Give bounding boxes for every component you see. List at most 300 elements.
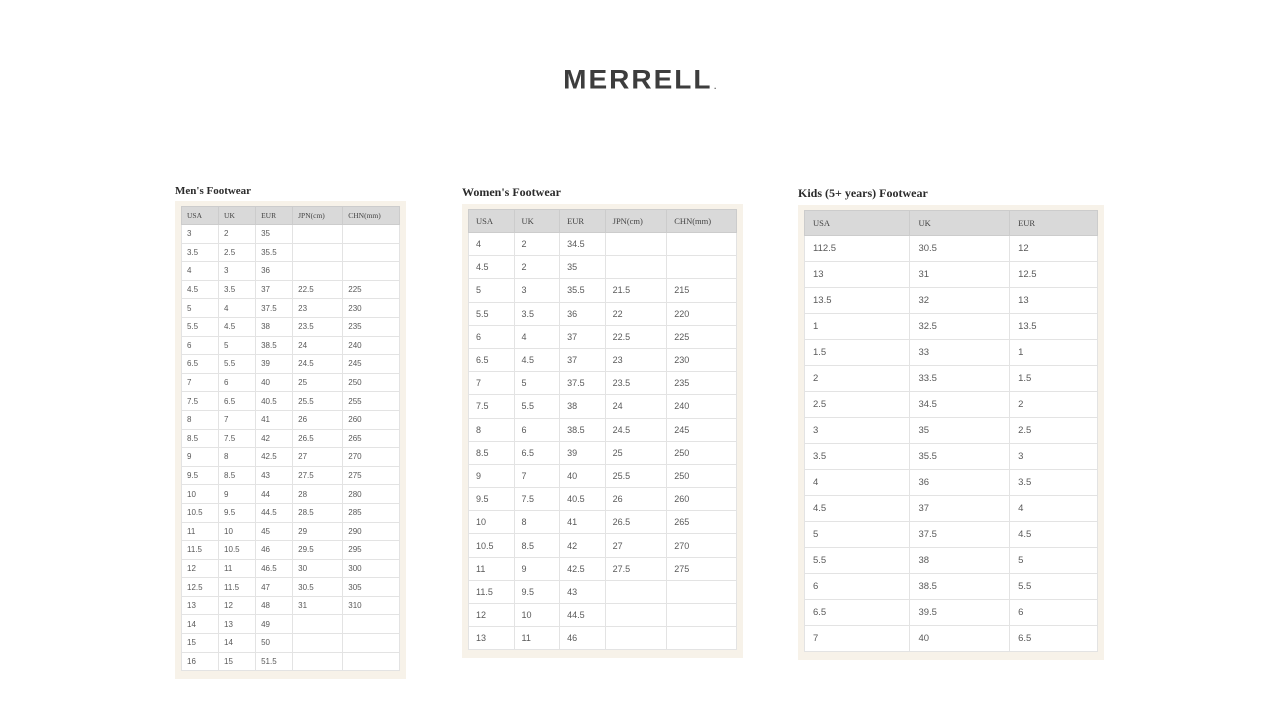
table-cell: 12 — [182, 559, 219, 578]
table-cell: 35 — [910, 418, 1010, 444]
mens-footwear-table — [181, 206, 400, 671]
table-cell: 4 — [1010, 496, 1098, 522]
table-cell: 23 — [605, 348, 667, 371]
table-row — [182, 429, 400, 448]
table-row — [182, 578, 400, 597]
column-header: EUR — [560, 210, 606, 233]
table-cell: 49 — [256, 615, 293, 634]
table-cell: 10 — [219, 522, 256, 541]
table-cell: 1.5 — [1010, 366, 1098, 392]
table-cell: 14 — [219, 634, 256, 653]
table-row — [469, 511, 737, 534]
table-cell: 26 — [605, 488, 667, 511]
table-cell: 255 — [343, 392, 400, 411]
table-row — [182, 615, 400, 634]
table-cell: 24.5 — [293, 355, 343, 374]
table-cell — [293, 615, 343, 634]
table-cell: 295 — [343, 541, 400, 560]
table-cell: 275 — [667, 557, 737, 580]
table-row — [182, 317, 400, 336]
table-cell: 270 — [343, 448, 400, 467]
table-cell: 42 — [560, 534, 606, 557]
table-cell: 3.5 — [514, 302, 560, 325]
table-row — [182, 336, 400, 355]
column-header: USA — [469, 210, 515, 233]
table-row — [469, 325, 737, 348]
column-header: EUR — [256, 207, 293, 225]
table-cell: 40.5 — [256, 392, 293, 411]
table-cell: 38 — [910, 548, 1010, 574]
table-cell: 6.5 — [1010, 626, 1098, 652]
womens-footwear-table — [468, 209, 737, 650]
table-cell: 3 — [182, 225, 219, 244]
table-cell — [605, 604, 667, 627]
table-cell — [667, 627, 737, 650]
table-cell: 23 — [293, 299, 343, 318]
table-cell: 4.5 — [469, 256, 515, 279]
table-row — [469, 557, 737, 580]
table-cell: 265 — [667, 511, 737, 534]
table-cell: 28.5 — [293, 503, 343, 522]
table-cell: 29 — [293, 522, 343, 541]
table-cell — [667, 580, 737, 603]
table-cell: 46 — [560, 627, 606, 650]
kids-footwear-table-wrap — [798, 205, 1104, 660]
table-cell: 25 — [605, 441, 667, 464]
table-cell: 5.5 — [219, 355, 256, 374]
table-cell: 8.5 — [469, 441, 515, 464]
table-cell — [343, 652, 400, 671]
table-cell: 5.5 — [805, 548, 910, 574]
table-cell: 40.5 — [560, 488, 606, 511]
table-row — [805, 366, 1098, 392]
table-cell: 260 — [343, 410, 400, 429]
kids-footwear-title: Kids (5+ years) Footwear — [798, 186, 928, 200]
table-cell: 12.5 — [1010, 262, 1098, 288]
table-cell: 9.5 — [469, 488, 515, 511]
table-cell: 6.5 — [182, 355, 219, 374]
table-row — [805, 314, 1098, 340]
table-cell: 5 — [805, 522, 910, 548]
table-cell: 24.5 — [605, 418, 667, 441]
table-cell: 5.5 — [182, 317, 219, 336]
table-cell: 29.5 — [293, 541, 343, 560]
table-cell: 2 — [514, 256, 560, 279]
table-cell: 22.5 — [293, 280, 343, 299]
table-cell: 14 — [182, 615, 219, 634]
table-cell: 7 — [514, 464, 560, 487]
column-header: CHN(mm) — [667, 210, 737, 233]
table-row — [805, 288, 1098, 314]
table-cell: 31 — [293, 596, 343, 615]
header-row — [469, 210, 737, 233]
table-cell: 25 — [293, 373, 343, 392]
table-cell — [667, 604, 737, 627]
table-cell: 40 — [256, 373, 293, 392]
table-cell: 33.5 — [910, 366, 1010, 392]
table-cell: 27 — [605, 534, 667, 557]
table-cell: 4.5 — [182, 280, 219, 299]
table-row — [182, 559, 400, 578]
table-row — [182, 410, 400, 429]
table-cell: 8.5 — [219, 466, 256, 485]
table-cell: 9 — [182, 448, 219, 467]
table-row — [805, 262, 1098, 288]
table-cell: 2 — [219, 225, 256, 244]
table-cell: 13 — [182, 596, 219, 615]
table-cell: 4 — [219, 299, 256, 318]
table-cell — [293, 262, 343, 281]
table-cell: 16 — [182, 652, 219, 671]
table-cell: 11 — [182, 522, 219, 541]
table-cell: 4 — [469, 233, 515, 256]
table-cell: 27.5 — [605, 557, 667, 580]
column-header: USA — [805, 211, 910, 236]
mens-footwear-section — [175, 185, 406, 679]
table-cell: 37.5 — [910, 522, 1010, 548]
table-cell: 11.5 — [182, 541, 219, 560]
table-row — [469, 627, 737, 650]
table-cell: 8.5 — [182, 429, 219, 448]
table-cell: 36 — [560, 302, 606, 325]
table-cell: 38 — [560, 395, 606, 418]
table-row — [805, 470, 1098, 496]
table-row — [182, 485, 400, 504]
table-cell: 5.5 — [514, 395, 560, 418]
table-cell: 6 — [469, 325, 515, 348]
table-row — [805, 600, 1098, 626]
table-row — [469, 441, 737, 464]
table-row — [805, 574, 1098, 600]
table-cell: 235 — [343, 317, 400, 336]
table-cell: 12 — [1010, 236, 1098, 262]
table-cell: 6 — [805, 574, 910, 600]
table-cell — [605, 580, 667, 603]
table-cell: 13 — [805, 262, 910, 288]
table-row — [805, 392, 1098, 418]
column-header: UK — [219, 207, 256, 225]
table-cell: 40 — [910, 626, 1010, 652]
table-cell: 300 — [343, 559, 400, 578]
table-cell: 5 — [219, 336, 256, 355]
table-cell: 6.5 — [805, 600, 910, 626]
logo-trademark-dot: . — [713, 78, 717, 92]
table-cell: 15 — [182, 634, 219, 653]
table-cell: 40 — [560, 464, 606, 487]
table-cell: 230 — [343, 299, 400, 318]
table-cell: 290 — [343, 522, 400, 541]
table-row — [469, 418, 737, 441]
table-cell: 250 — [667, 441, 737, 464]
table-cell: 3.5 — [1010, 470, 1098, 496]
table-cell: 37.5 — [560, 372, 606, 395]
table-row — [805, 626, 1098, 652]
table-cell — [293, 225, 343, 244]
table-row — [469, 372, 737, 395]
table-cell: 24 — [605, 395, 667, 418]
mens-footwear-table-wrap — [175, 201, 406, 679]
table-cell: 50 — [256, 634, 293, 653]
table-cell: 5.5 — [469, 302, 515, 325]
table-cell: 38.5 — [910, 574, 1010, 600]
table-row — [182, 225, 400, 244]
table-cell: 240 — [343, 336, 400, 355]
table-cell: 6 — [219, 373, 256, 392]
table-cell: 6.5 — [469, 348, 515, 371]
table-row — [182, 262, 400, 281]
table-row — [469, 279, 737, 302]
table-cell: 25.5 — [605, 464, 667, 487]
table-row — [469, 488, 737, 511]
table-cell: 13 — [219, 615, 256, 634]
table-cell: 48 — [256, 596, 293, 615]
table-cell: 4 — [182, 262, 219, 281]
table-cell: 27 — [293, 448, 343, 467]
table-cell: 41 — [256, 410, 293, 429]
table-row — [182, 596, 400, 615]
table-cell: 8 — [469, 418, 515, 441]
table-cell: 5 — [1010, 548, 1098, 574]
table-cell: 4.5 — [1010, 522, 1098, 548]
table-cell: 38.5 — [560, 418, 606, 441]
table-cell: 10.5 — [219, 541, 256, 560]
table-cell: 1 — [1010, 340, 1098, 366]
table-row — [805, 418, 1098, 444]
table-row — [182, 448, 400, 467]
table-row — [469, 395, 737, 418]
table-cell: 37 — [560, 325, 606, 348]
table-cell: 270 — [667, 534, 737, 557]
table-cell: 12.5 — [182, 578, 219, 597]
table-cell — [343, 262, 400, 281]
table-cell: 25.5 — [293, 392, 343, 411]
table-row — [182, 392, 400, 411]
table-cell: 1.5 — [805, 340, 910, 366]
womens-footwear-title: Women's Footwear — [462, 185, 561, 199]
table-cell: 7 — [182, 373, 219, 392]
table-cell: 280 — [343, 485, 400, 504]
table-cell: 310 — [343, 596, 400, 615]
table-row — [182, 355, 400, 374]
table-cell: 33 — [910, 340, 1010, 366]
table-cell: 9.5 — [514, 580, 560, 603]
table-cell: 45 — [256, 522, 293, 541]
table-cell: 34.5 — [560, 233, 606, 256]
table-cell: 32.5 — [910, 314, 1010, 340]
table-cell: 35 — [560, 256, 606, 279]
table-row — [182, 503, 400, 522]
womens-footwear-table-wrap — [462, 204, 743, 658]
table-cell: 46 — [256, 541, 293, 560]
table-cell: 5 — [182, 299, 219, 318]
table-row — [182, 522, 400, 541]
table-cell — [343, 634, 400, 653]
table-cell: 3 — [219, 262, 256, 281]
table-cell: 37 — [910, 496, 1010, 522]
table-row — [182, 243, 400, 262]
table-cell: 9.5 — [219, 503, 256, 522]
kids-footwear-table — [804, 210, 1098, 652]
table-cell: 9 — [219, 485, 256, 504]
table-cell: 4 — [514, 325, 560, 348]
table-cell: 11 — [514, 627, 560, 650]
table-cell: 225 — [343, 280, 400, 299]
table-cell: 42.5 — [256, 448, 293, 467]
table-cell — [293, 652, 343, 671]
table-cell: 30 — [293, 559, 343, 578]
table-cell: 6.5 — [514, 441, 560, 464]
table-row — [805, 496, 1098, 522]
table-cell: 26.5 — [293, 429, 343, 448]
table-row — [469, 302, 737, 325]
table-row — [182, 634, 400, 653]
table-cell: 7.5 — [469, 395, 515, 418]
table-cell: 39 — [256, 355, 293, 374]
table-cell: 22 — [605, 302, 667, 325]
table-row — [469, 604, 737, 627]
table-cell: 5.5 — [1010, 574, 1098, 600]
table-cell: 3.5 — [219, 280, 256, 299]
table-cell: 230 — [667, 348, 737, 371]
table-cell — [605, 627, 667, 650]
table-row — [805, 548, 1098, 574]
table-row — [182, 299, 400, 318]
table-cell: 2 — [805, 366, 910, 392]
table-cell: 1 — [805, 314, 910, 340]
table-cell: 35.5 — [560, 279, 606, 302]
table-cell: 35.5 — [256, 243, 293, 262]
table-cell: 10.5 — [469, 534, 515, 557]
table-cell — [667, 256, 737, 279]
table-cell: 5 — [469, 279, 515, 302]
table-cell — [605, 233, 667, 256]
column-header: CHN(mm) — [343, 207, 400, 225]
table-cell: 44 — [256, 485, 293, 504]
table-cell: 35.5 — [910, 444, 1010, 470]
table-cell: 37.5 — [256, 299, 293, 318]
column-header: UK — [910, 211, 1010, 236]
table-cell: 2.5 — [1010, 418, 1098, 444]
table-cell: 4.5 — [514, 348, 560, 371]
table-cell: 44.5 — [560, 604, 606, 627]
table-cell: 7 — [219, 410, 256, 429]
table-cell: 3 — [514, 279, 560, 302]
table-cell: 3.5 — [805, 444, 910, 470]
table-cell: 24 — [293, 336, 343, 355]
table-cell — [343, 225, 400, 244]
table-cell — [605, 256, 667, 279]
table-cell: 4.5 — [805, 496, 910, 522]
table-cell: 8 — [219, 448, 256, 467]
table-row — [182, 466, 400, 485]
table-cell: 4 — [805, 470, 910, 496]
table-cell: 44.5 — [256, 503, 293, 522]
table-cell: 2 — [514, 233, 560, 256]
table-cell: 9 — [469, 464, 515, 487]
table-cell: 10 — [182, 485, 219, 504]
table-cell: 39.5 — [910, 600, 1010, 626]
table-cell: 26.5 — [605, 511, 667, 534]
table-cell: 112.5 — [805, 236, 910, 262]
table-cell: 13 — [1010, 288, 1098, 314]
table-cell: 11.5 — [469, 580, 515, 603]
table-cell: 30.5 — [293, 578, 343, 597]
table-cell: 38.5 — [256, 336, 293, 355]
kids-footwear-section — [798, 186, 1104, 660]
table-cell: 15 — [219, 652, 256, 671]
table-cell: 30.5 — [910, 236, 1010, 262]
table-cell: 250 — [667, 464, 737, 487]
table-cell: 6.5 — [219, 392, 256, 411]
column-header: EUR — [1010, 211, 1098, 236]
table-cell — [343, 615, 400, 634]
table-cell — [293, 634, 343, 653]
table-cell: 245 — [343, 355, 400, 374]
table-cell: 240 — [667, 395, 737, 418]
table-cell: 9.5 — [182, 466, 219, 485]
table-cell — [293, 243, 343, 262]
table-row — [469, 348, 737, 371]
table-cell: 6 — [182, 336, 219, 355]
table-cell: 4.5 — [219, 317, 256, 336]
table-cell: 305 — [343, 578, 400, 597]
table-cell — [343, 243, 400, 262]
table-cell: 250 — [343, 373, 400, 392]
table-cell: 13 — [469, 627, 515, 650]
header-row — [182, 207, 400, 225]
table-cell: 2 — [1010, 392, 1098, 418]
table-cell: 285 — [343, 503, 400, 522]
table-cell: 3 — [1010, 444, 1098, 470]
table-cell: 36 — [256, 262, 293, 281]
table-cell — [667, 233, 737, 256]
table-row — [469, 534, 737, 557]
column-header: JPN(cm) — [605, 210, 667, 233]
table-row — [805, 522, 1098, 548]
table-row — [182, 280, 400, 299]
table-cell: 265 — [343, 429, 400, 448]
table-cell: 8 — [514, 511, 560, 534]
table-cell: 23.5 — [293, 317, 343, 336]
table-row — [805, 236, 1098, 262]
table-cell: 2.5 — [805, 392, 910, 418]
table-cell: 36 — [910, 470, 1010, 496]
table-cell: 7 — [805, 626, 910, 652]
table-cell: 43 — [560, 580, 606, 603]
table-cell: 23.5 — [605, 372, 667, 395]
table-cell: 38 — [256, 317, 293, 336]
table-cell: 6 — [514, 418, 560, 441]
table-cell: 245 — [667, 418, 737, 441]
table-cell: 6 — [1010, 600, 1098, 626]
table-cell: 7.5 — [182, 392, 219, 411]
table-row — [469, 256, 737, 279]
table-row — [469, 233, 737, 256]
table-cell: 35 — [256, 225, 293, 244]
table-cell: 7 — [469, 372, 515, 395]
table-cell: 12 — [469, 604, 515, 627]
header — [0, 64, 1280, 96]
table-cell: 10 — [514, 604, 560, 627]
table-cell: 3.5 — [182, 243, 219, 262]
merrell-logo: MERRELL — [563, 64, 713, 95]
table-cell: 34.5 — [910, 392, 1010, 418]
column-header: JPN(cm) — [293, 207, 343, 225]
table-cell: 11.5 — [219, 578, 256, 597]
table-cell: 235 — [667, 372, 737, 395]
table-row — [805, 340, 1098, 366]
womens-footwear-section — [462, 185, 743, 658]
